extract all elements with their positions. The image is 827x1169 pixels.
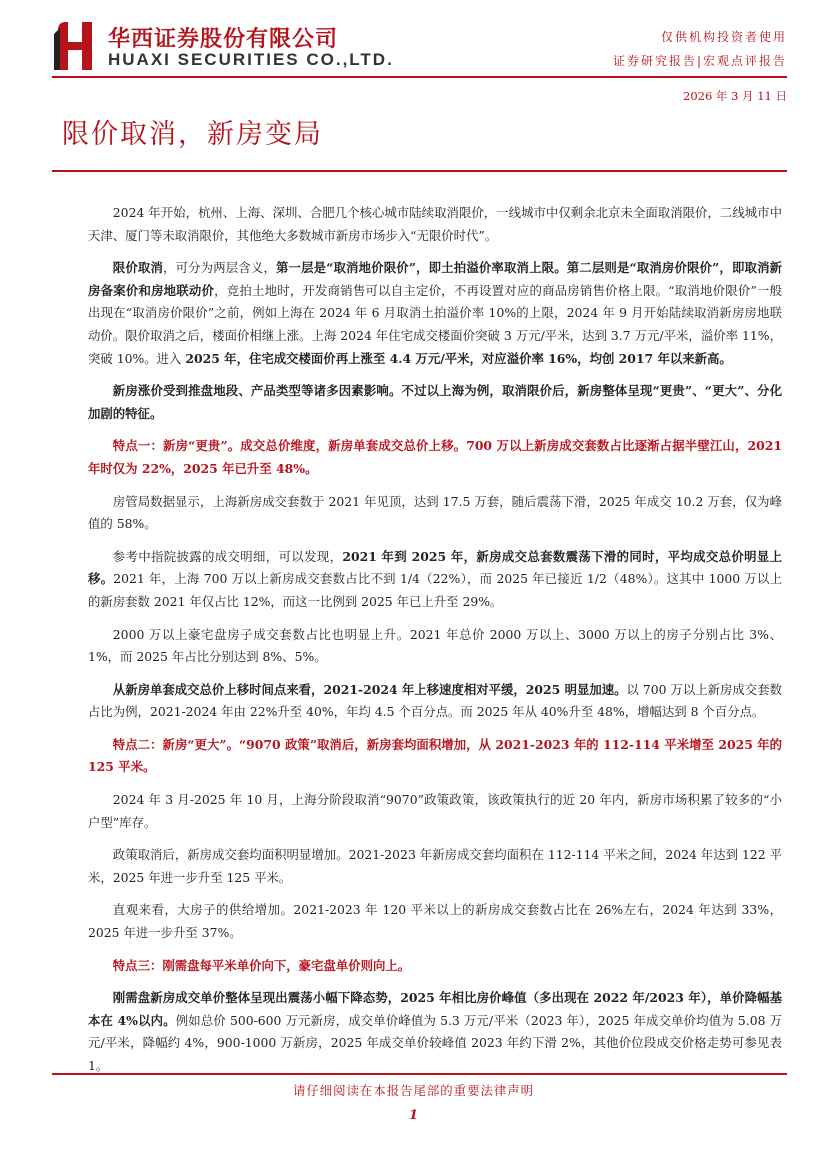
company-name-cn: 华西证券股份有限公司 — [108, 27, 339, 52]
bold-text-run: 从新房单套成交总价上移时间点来看，2021-2024 年上移速度相对平缓，2025 明显加速。 — [112, 681, 627, 697]
header-divider — [52, 76, 787, 78]
text-run: 特点二：新房“更大”。“9070 政策”取消后，新房套均面积增加，从 2021-2023 年的 112-114 平米增至 2025 年的 125 平米。 — [88, 736, 782, 775]
body-paragraph — [88, 546, 782, 614]
body-paragraph — [88, 987, 782, 1077]
body-paragraph — [88, 202, 782, 247]
bold-text-run: 2021 年到 2025 年，新房成交总套数震荡下滑的同时，平均成交总价明显上移。 — [88, 548, 782, 587]
footer-divider — [52, 1073, 787, 1075]
section-heading-paragraph — [88, 734, 782, 779]
bold-text-run: 第一层是“取消地价限价”，即土拍溢价率取消上限。第二层则是“取消房价限价”，即取消新房备案价和房地联动价 — [88, 260, 783, 298]
report-header — [0, 0, 827, 110]
audience-label: 仅供机构投资者使用 — [660, 30, 787, 44]
body-paragraph — [88, 380, 782, 425]
body-paragraph — [88, 789, 782, 834]
body-paragraph — [88, 844, 782, 889]
report-type-label: 证券研究报告|宏观点评报告 — [612, 54, 787, 68]
bold-text-run: 刚需盘新房成交单价整体呈现出震荡小幅下降态势，2025 年相比房价峰值（多出现在 2022 年/2023 年），单价降幅基本在 4%以内。 — [88, 990, 782, 1028]
bold-text-run: 2025 年，住宅成交楼面价再上涨至 4.4 万元/平米，对应溢价率 16%，均创 2017 年以来新高。 — [185, 350, 732, 366]
report-title: 限价取消，新房变局 — [62, 119, 323, 150]
text-run: 政策取消后，新房成交套均面积明显增加。2021-2023 年新房成交套均面积在 112-114 平米之间，2024 年达到 122 平米，2025 年进一步升至 125 平米。 — [88, 847, 782, 885]
text-run: 参考中指院披露的成交明细，可以发现， — [112, 548, 343, 564]
text-run: 2000 万以上豪宅盘房子成交套数占比也明显上升。2021 年总价 2000 万以上、3000 万以上的房子分别占比 3%、1%，而 2025 年占比分别达到 8%、5%。 — [88, 626, 782, 665]
body-paragraph — [88, 624, 782, 669]
text-run: 房管局数据显示，上海新房成交套数于 2021 年见顶，达到 17.5 万套，随后震荡下滑，2025 年成交 10.2 万套，仅为峰值的 58%。 — [88, 493, 782, 532]
text-run: 特点三：刚需盘每平米单价向下，豪宅盘单价则向上。 — [112, 957, 411, 973]
section-heading-paragraph — [88, 435, 782, 480]
body-paragraph — [88, 491, 782, 536]
company-name-en: HUAXI SECURITIES CO.,LTD. — [108, 50, 394, 69]
body-paragraph — [88, 257, 782, 370]
text-run: 直观来看，大房子的供给增加。2021-2023 年 120 平米以上的新房成交套数占比在 26%左右，2024 年达到 33%，2025 年进一步升至 37%。 — [88, 902, 782, 941]
page-number: 1 — [408, 1108, 419, 1123]
section-heading-paragraph — [88, 955, 782, 978]
text-run: 2024 年开始，杭州、上海、深圳、合肥几个核心城市陆续取消限价，一线城市中仅剩余北京未全面取消限价，二线城市中天津、厦门等未取消限价，其他绝大多数城市新房市场步入“无限价时代”。 — [88, 205, 782, 243]
text-run: ，可分为两层含义， — [163, 260, 276, 276]
text-run: 2021 年，上海 700 万以上新房成交套数占比不到 1/4（22%），而 2025 年已接近 1/2（48%）。这其中 1000 万以上的新房套数 2021 年仅占比 12%，而这一比例到 2025 年已上升至 29%。 — [88, 571, 783, 609]
text-run: ，竞拍土地时，开发商销售可以自主定价，不再设置对应的商品房销售价格上限。“取消地价限价”一般出现在“取消房价限价”之前，例如上海在 2024 年 6 月取消土拍溢价率 10%的上限，2024 年 9 月开始陆续取消新房房地联动价。限价取消之后，楼面价相继上涨。上海 2024 年住宅成交楼面价突破 3 万元/平米，达到 3.7 万元/平米，溢价率 11%，突破 10%。进入 — [88, 282, 783, 366]
report-date: 2026 年 3 月 11 日 — [683, 89, 787, 103]
body-paragraph — [88, 899, 782, 944]
report-body — [88, 202, 782, 1088]
bold-text-run: 新房涨价受到推盘地段、产品类型等诸多因素影响。不过以上海为例，取消限价后，新房整体呈现“更贵”、“更大”、分化加剧的特征。 — [88, 383, 782, 421]
text-run: 以 700 万以上新房成交套数占比为例，2021-2024 年由 22%升至 40%，年均 4.5 个百分点。而 2025 年从 40%升至 48%，增幅达到 8 个百分点。 — [88, 681, 782, 720]
legal-disclaimer-note: 请仔细阅读在本报告尾部的重要法律声明 — [292, 1083, 535, 1098]
title-divider — [52, 170, 787, 172]
bold-text-run: 限价取消 — [112, 260, 164, 276]
huaxi-logo-icon — [52, 20, 98, 72]
text-run: 特点一：新房“更贵”。成交总价维度，新房单套成交总价上移。700 万以上新房成交套数占比逐渐占据半壁江山，2021 年时仅为 22%，2025 年已升至 48%。 — [88, 438, 782, 476]
text-run: 例如总价 500-600 万元新房，成交单价峰值为 5.3 万元/平米（2023 年），2025 年成交单价均值为 5.08 万元/平米，降幅约 4%，900-1000 万新房，2025 年成交单价较峰值 2023 年约下滑 2%，其他价位段成交价格走势可参见表 1。 — [88, 1012, 782, 1073]
body-paragraph — [88, 679, 782, 724]
text-run: 2024 年 3 月-2025 年 10 月，上海分阶段取消“9070”政策政策，该政策执行的近 20 年内，新房市场积累了较多的“小户型”库存。 — [88, 792, 782, 830]
